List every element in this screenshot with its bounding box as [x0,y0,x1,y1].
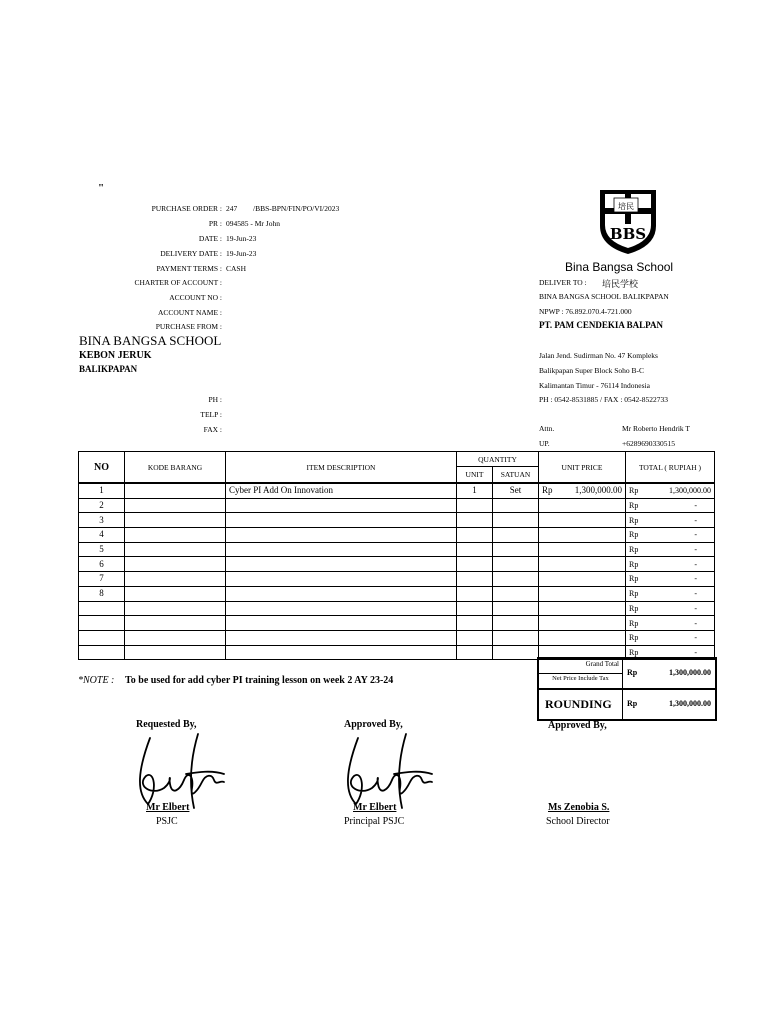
row-number: 2 [79,498,125,513]
row-total-amount: - [694,574,697,584]
row-item-description [226,601,457,616]
row-satuan [493,542,539,557]
row-number: 6 [79,557,125,572]
row-unit-price [539,557,626,572]
header-total: TOTAL ( RUPIAH ) [626,452,715,484]
row-satuan [493,616,539,631]
row-unit [457,572,493,587]
signer-3-name: Ms Zenobia S. [548,802,610,813]
row-kode-barang [125,572,226,587]
row-total [626,572,715,587]
account-name-label: ACCOUNT NAME : [157,308,222,317]
rounding-value: 1,300,000.00 [669,699,711,708]
row-total [626,586,715,601]
row-kode-barang [125,498,226,513]
row-number [79,645,125,660]
row-total-currency: Rp [629,530,639,540]
rounding-rp: Rp [627,699,638,708]
row-total-amount: - [694,501,697,511]
row-number: 8 [79,586,125,601]
table-row [79,498,715,513]
row-satuan [493,630,539,645]
row-unit-price [539,498,626,513]
attn-value: Mr Roberto Hendrik T [622,424,690,433]
grand-total-value: 1,300,000.00 [669,668,711,677]
payment-terms-value: CASH [226,264,247,273]
header-unit: UNIT [457,467,493,483]
row-unit-price [539,483,626,498]
row-total-amount: - [694,633,697,643]
header-kode-barang: KODE BARANG [125,452,226,484]
row-satuan [493,528,539,543]
date-value: 19-Jun-23 [226,234,257,243]
deliver-phone: PH : 0542-8531885 / FAX : 0542-8522733 [539,395,669,404]
row-total [626,616,715,631]
row-kode-barang [125,616,226,631]
row-unit [457,630,493,645]
note-label: *NOTE : [78,675,115,686]
row-kode-barang [125,586,226,601]
deliver-address-line2: Balikpapan Super Block Soho B-C [539,366,644,375]
row-item-description [226,513,457,528]
payment-terms-label: PAYMENT TERMS : [156,264,222,273]
row-total-amount: - [694,545,697,555]
row-kode-barang [125,513,226,528]
row-satuan [493,513,539,528]
table-row [79,483,715,498]
row-kode-barang [125,645,226,660]
row-unit-price [539,542,626,557]
row-satuan [493,645,539,660]
table-row [79,630,715,645]
charter-of-account-label: CHARTER OF ACCOUNT : [134,278,222,287]
row-total [626,498,715,513]
row-unit-price [539,586,626,601]
school-logo [597,188,659,256]
row-item-description [226,645,457,660]
signature-1-image [128,730,228,810]
row-total [626,483,715,498]
row-total-currency: Rp [629,603,639,613]
row-number: 4 [79,528,125,543]
row-total-currency: Rp [629,501,639,511]
purchase-order-number: 247 [226,204,238,213]
rounding-label: ROUNDING [545,697,612,711]
row-unit-price [539,601,626,616]
row-number: 3 [79,513,125,528]
logo-chinese-text: 培民 [618,202,634,211]
row-total-currency: Rp [629,486,639,496]
signer-3-title: School Director [546,816,610,827]
row-item-description [226,542,457,557]
grand-total-rp: Rp [627,668,638,677]
row-price-currency: Rp [542,485,553,496]
telp-label: TELP : [200,410,222,419]
row-number [79,616,125,631]
row-total-currency: Rp [629,633,639,643]
deliver-address-line1: Jalan Jend. Sudirman No. 47 Kompleks [539,351,658,360]
row-satuan [493,601,539,616]
signer-1-name: Mr Elbert [146,802,190,813]
grand-total-label: Grand Total [585,660,619,668]
pr-label: PR : [208,219,222,228]
row-item-description [226,498,457,513]
row-unit [457,498,493,513]
table-row [79,513,715,528]
purchase-order-label: PURCHASE ORDER : [151,204,222,213]
approved-by-heading-1: Approved By, [344,719,403,730]
requested-by-heading: Requested By, [136,719,197,730]
row-total-amount: - [694,589,697,599]
row-total-amount: - [694,530,697,540]
row-total-currency: Rp [629,545,639,555]
row-unit-price [539,572,626,587]
deliver-to-label: DELIVER TO : [539,278,587,287]
vendor-name: BINA BANGSA SCHOOL [79,333,222,348]
row-total-currency: Rp [629,515,639,525]
table-row [79,586,715,601]
table-row [79,557,715,572]
net-price-label: Net Price Include Tax [552,675,609,682]
row-satuan [493,572,539,587]
row-kode-barang [125,630,226,645]
table-row [79,572,715,587]
row-number: 1 [79,483,125,498]
row-item-description [226,586,457,601]
header-satuan: SATUAN [493,467,539,483]
row-item-description [226,630,457,645]
row-item-description: Cyber PI Add On Innovation [226,483,457,498]
delivery-date-label: DELIVERY DATE : [160,249,222,258]
row-kode-barang [125,542,226,557]
row-total-amount: - [694,618,697,628]
deliver-npwp: NPWP : 76.892.070.4-721.000 [539,307,632,316]
row-unit [457,557,493,572]
ph-label: PH : [208,395,222,404]
row-item-description [226,572,457,587]
row-unit [457,513,493,528]
up-label: UP. [539,439,550,448]
note-text: To be used for add cyber PI training lesson on week 2 AY 23-24 [125,675,394,686]
signer-2-name: Mr Elbert [353,802,397,813]
rounding-box [537,688,717,721]
purchase-from-label: PURCHASE FROM : [155,322,222,331]
vendor-address-line1: KEBON JERUK [79,350,152,361]
row-total-amount: 1,300,000.00 [669,486,711,496]
signature-2-image [336,730,436,810]
date-label: DATE : [198,234,222,243]
row-unit [457,586,493,601]
row-total-currency: Rp [629,574,639,584]
row-kode-barang [125,601,226,616]
row-kode-barang [125,557,226,572]
row-kode-barang [125,483,226,498]
approved-by-heading-2: Approved By, [548,720,607,731]
row-satuan [493,498,539,513]
row-unit-price [539,513,626,528]
row-number [79,601,125,616]
logo-bbs-text: BBS [609,225,647,243]
row-total [626,557,715,572]
header-no: NO [79,452,125,484]
vendor-address-line2: BALIKPAPAN [79,364,138,374]
row-total [626,528,715,543]
row-total-currency: Rp [629,559,639,569]
row-number: 5 [79,542,125,557]
row-total [626,601,715,616]
purchase-order-code: /BBS-BPN/FIN/PO/VI/2023 [253,204,340,213]
top-mark: " [98,182,105,194]
signer-2-title: Principal PSJC [344,816,405,827]
pr-value: 094585 - Mr John [226,219,280,228]
row-unit [457,616,493,631]
row-total [626,513,715,528]
header-item-description: ITEM DESCRIPTION [226,452,457,484]
row-unit [457,528,493,543]
signer-1-title: PSJC [156,816,178,827]
row-item-description [226,528,457,543]
row-unit-price [539,630,626,645]
table-row [79,616,715,631]
row-unit-price [539,528,626,543]
row-total-amount: - [694,603,697,613]
row-unit: 1 [457,483,493,498]
row-price-amount: 1,300,000.00 [574,485,622,496]
row-unit [457,601,493,616]
deliver-to-chinese: 培民学校 [602,280,639,290]
row-total-currency: Rp [629,618,639,628]
row-total-amount: - [694,647,697,657]
row-total [626,542,715,557]
row-satuan [493,586,539,601]
delivery-date-value: 19-Jun-23 [226,249,257,258]
table-row [79,601,715,616]
deliver-company: PT. PAM CENDEKIA BALPAN [539,320,664,330]
row-satuan: Set [493,483,539,498]
attn-label: Attn. [539,424,555,433]
fax-label: FAX : [203,425,222,434]
account-no-label: ACCOUNT NO : [169,293,222,302]
deliver-address-line3: Kalimantan Timur - 76114 Indonesia [539,381,650,390]
row-total-amount: - [694,515,697,525]
school-name: Bina Bangsa School [565,260,674,274]
row-number [79,630,125,645]
row-total-currency: Rp [629,647,639,657]
row-total-currency: Rp [629,589,639,599]
row-satuan [493,557,539,572]
school-crest-icon [597,188,659,256]
header-quantity: QUANTITY [457,452,539,467]
header-unit-price: UNIT PRICE [539,452,626,484]
row-unit [457,645,493,660]
row-total [626,630,715,645]
row-number: 7 [79,572,125,587]
row-unit [457,542,493,557]
deliver-school-branch: BINA BANGSA SCHOOL BALIKPAPAN [539,292,669,301]
up-value: +6289690330515 [622,439,675,448]
table-row [79,528,715,543]
row-item-description [226,616,457,631]
row-kode-barang [125,528,226,543]
row-unit-price [539,616,626,631]
table-row [79,542,715,557]
row-total-amount: - [694,559,697,569]
items-table [78,451,715,660]
row-item-description [226,557,457,572]
grand-total-box [537,657,717,690]
